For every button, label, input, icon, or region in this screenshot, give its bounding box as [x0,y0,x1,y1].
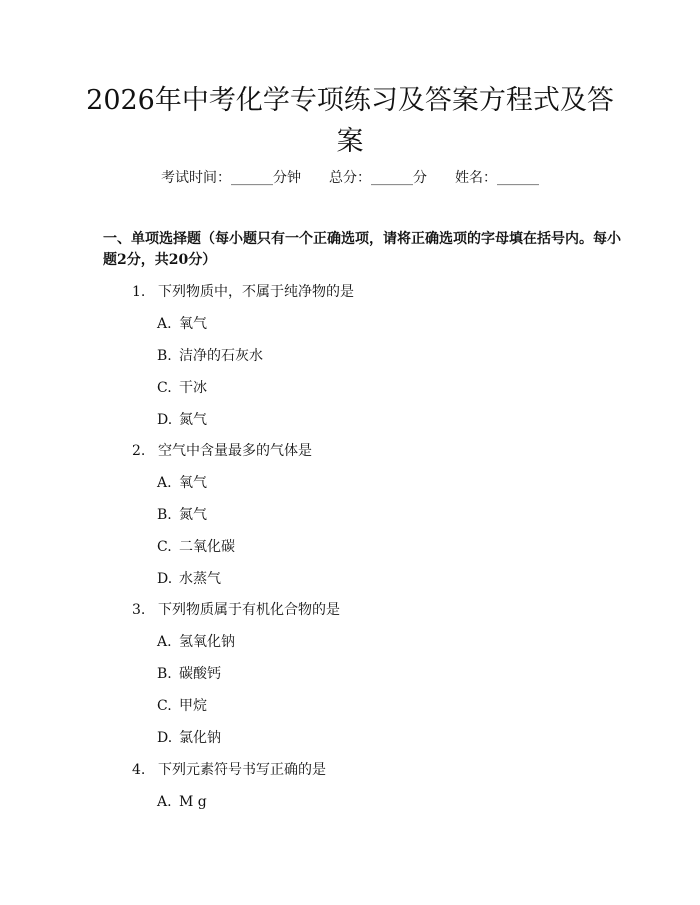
option-1d [157,410,207,430]
question-4 [132,760,326,780]
exam-meta-line [0,168,700,188]
option-text: 氢氧化钠 [179,634,235,650]
document-title: 2026年中考化学专项练习及答案方程式及答案 [86,85,614,157]
option-letter: B. [157,348,172,364]
option-text: 水蒸气 [179,571,221,587]
option-1b [157,346,263,366]
option-text: 氮气 [179,412,207,428]
option-letter: C. [157,698,172,714]
option-letter: B. [157,507,172,523]
option-text: M g [179,794,207,810]
option-1a [157,314,207,334]
option-text: 洁净的石灰水 [179,348,263,364]
option-2c [157,537,235,557]
option-3d [157,728,221,748]
option-letter: B. [157,666,172,682]
option-2a [157,473,207,493]
question-text: 下列元素符号书写正确的是 [158,762,326,778]
option-text: 氯化钠 [179,730,221,746]
question-1 [132,282,354,302]
option-text: 碳酸钙 [179,666,221,682]
question-number: 2. [132,443,146,459]
score-unit: 分 [413,170,427,186]
question-number: 4. [132,762,146,778]
option-2d [157,569,221,589]
time-blank: ______ [231,170,273,186]
section-heading: 一、单项选择题（每小题只有一个正确选项，请将正确选项的字母填在括号内。每小题2分，共20分） [103,231,621,268]
option-3b [157,664,221,684]
option-letter: C. [157,380,172,396]
option-letter: A. [157,316,172,332]
option-letter: D. [157,412,173,428]
option-letter: D. [157,571,173,587]
option-text: 氮气 [179,507,207,523]
question-text: 下列物质属于有机化合物的是 [158,602,340,618]
option-text: 二氧化碳 [179,539,235,555]
option-letter: D. [157,730,173,746]
option-1c [157,378,207,398]
time-label: 考试时间： [161,170,231,186]
time-unit: 分钟 [273,170,301,186]
question-number: 1. [132,284,146,300]
option-2b [157,505,207,525]
option-text: 甲烷 [179,698,207,714]
score-label: 总分： [329,170,371,186]
option-letter: A. [157,475,172,491]
name-blank: ______ [497,170,539,186]
score-blank: ______ [371,170,413,186]
option-3a [157,632,235,652]
option-letter: C. [157,539,172,555]
question-text: 下列物质中，不属于纯净物的是 [158,284,354,300]
name-label: 姓名： [455,170,497,186]
option-letter: A. [157,794,172,810]
option-text: 氧气 [179,316,207,332]
question-2 [132,441,312,461]
option-letter: A. [157,634,172,650]
question-3 [132,600,340,620]
option-4a [157,792,207,812]
option-3c [157,696,207,716]
question-text: 空气中含量最多的气体是 [158,443,312,459]
question-number: 3. [132,602,146,618]
option-text: 干冰 [179,380,207,396]
option-text: 氧气 [179,475,207,491]
